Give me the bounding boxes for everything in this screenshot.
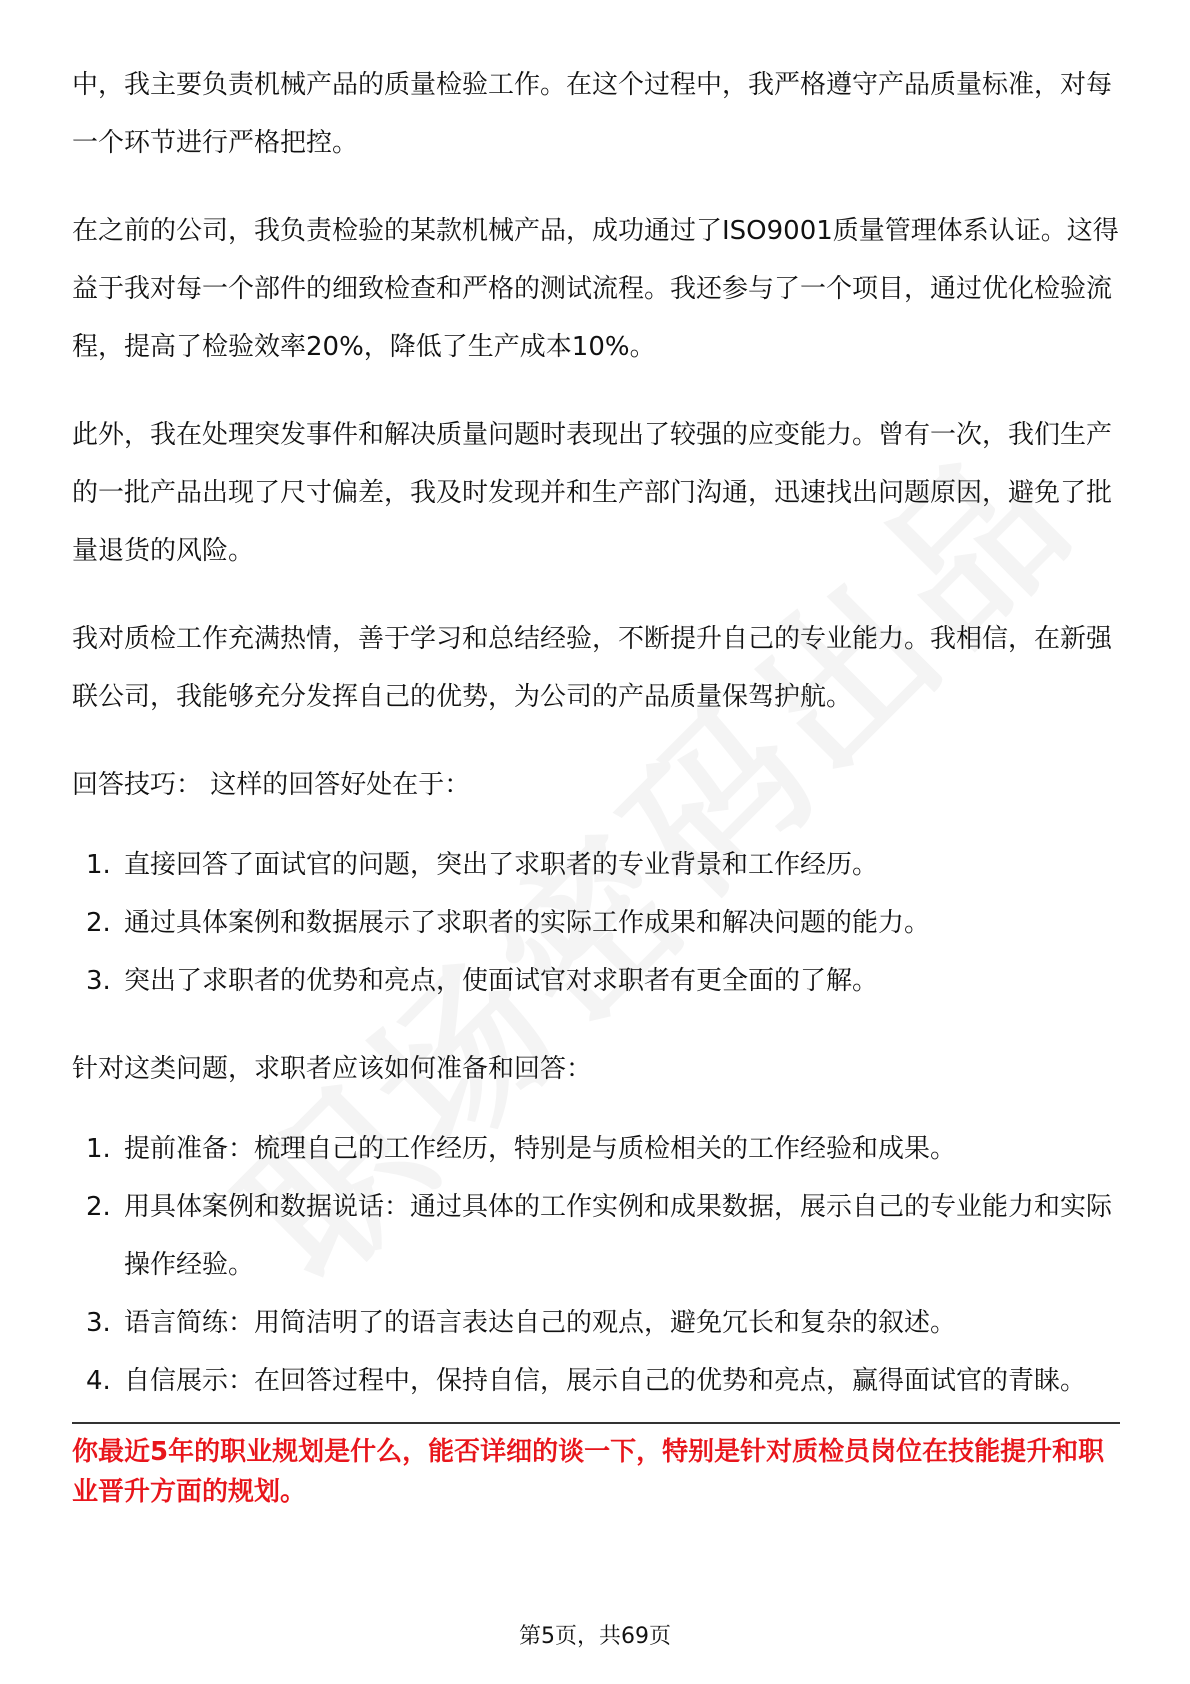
page-footer: 第5页，共69页 <box>519 1624 671 1649</box>
list-number: 2. <box>86 908 111 938</box>
list-number: 3. <box>86 966 111 996</box>
list-item <box>72 952 1122 1010</box>
prep-heading: 针对这类问题，求职者应该如何准备和回答： <box>72 1054 593 1084</box>
page-content <box>72 56 1122 1440</box>
section-divider <box>72 1422 1120 1424</box>
tips-list <box>72 836 1122 1010</box>
paragraph: 我对质检工作充满热情，善于学习和总结经验，不断提升自己的专业能力。我相信，在新强联公司，我能够充分发挥自己的优势，为公司的产品质量保驾护航。 <box>72 624 1113 712</box>
list-item <box>72 1120 1122 1178</box>
list-item <box>72 894 1122 952</box>
list-item <box>72 836 1122 894</box>
list-item-text: 语言简练：用简洁明了的语言表达自己的观点，避免冗长和复杂的叙述。 <box>124 1308 957 1338</box>
list-number: 2. <box>86 1192 111 1222</box>
list-number: 1. <box>86 850 111 880</box>
list-item <box>72 1352 1122 1410</box>
list-item-text: 直接回答了面试官的问题，突出了求职者的专业背景和工作经历。 <box>124 850 879 880</box>
paragraph: 中，我主要负责机械产品的质量检验工作。在这个过程中，我严格遵守产品质量标准，对每一个环节进行严格把控。 <box>72 70 1113 158</box>
list-item-text: 用具体案例和数据说话：通过具体的工作实例和成果数据，展示自己的专业能力和实际操作经验。 <box>124 1192 1113 1280</box>
list-item-text: 通过具体案例和数据展示了求职者的实际工作成果和解决问题的能力。 <box>124 908 931 938</box>
list-number: 1. <box>86 1134 111 1164</box>
list-item <box>72 1294 1122 1352</box>
tips-heading: 回答技巧： 这样的回答好处在于： <box>72 770 471 800</box>
list-number: 4. <box>86 1366 111 1396</box>
list-item-text: 提前准备：梳理自己的工作经历，特别是与质检相关的工作经验和成果。 <box>124 1134 957 1164</box>
paragraph: 在之前的公司，我负责检验的某款机械产品，成功通过了ISO9001质量管理体系认证。这得益于我对每一个部件的细致检查和严格的测试流程。我还参与了一个项目，通过优化检验流程，提高了检验效率20%，降低了生产成本10%。 <box>72 216 1119 362</box>
next-question-heading: 你最近5年的职业规划是什么，能否详细的谈一下，特别是针对质检员岗位在技能提升和职业晋升方面的规划。 <box>72 1437 1105 1507</box>
list-item-text: 突出了求职者的优势和亮点，使面试官对求职者有更全面的了解。 <box>124 966 879 996</box>
list-number: 3. <box>86 1308 111 1338</box>
prep-list <box>72 1120 1122 1410</box>
list-item <box>72 1178 1122 1294</box>
paragraph: 此外，我在处理突发事件和解决质量问题时表现出了较强的应变能力。曾有一次，我们生产的一批产品出现了尺寸偏差，我及时发现并和生产部门沟通，迅速找出问题原因，避免了批量退货的风险。 <box>72 420 1113 566</box>
list-item-text: 自信展示：在回答过程中，保持自信，展示自己的优势和亮点，赢得面试官的青睐。 <box>124 1366 1087 1396</box>
